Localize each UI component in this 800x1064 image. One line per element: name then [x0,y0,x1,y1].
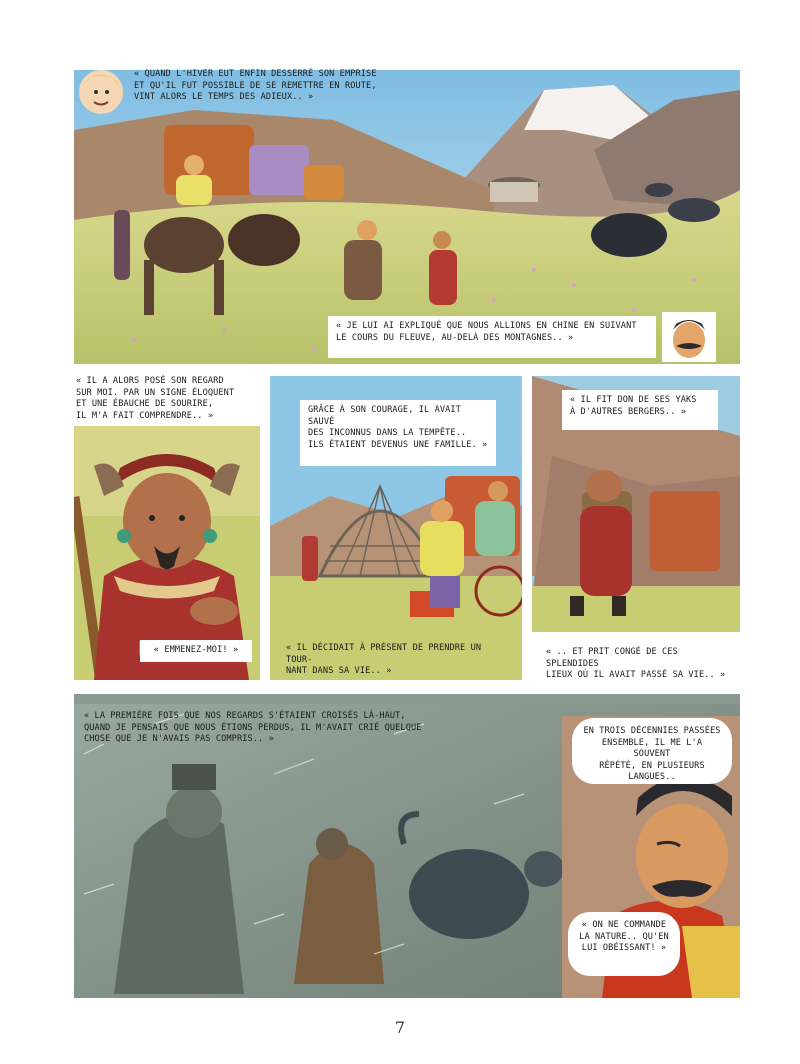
speech-take-me: « EMMENEZ-MOI! » [140,640,252,662]
narrator-portrait-icon [76,66,126,114]
speech-bubble-command-nature: « ON NE COMMANDE LA NATURE.. QU'EN LUI OBÉISSANT! » [568,912,680,976]
caption-narration-first-meeting: « LA PREMIÈRE FOIS QUE NOS REGARDS S'ÉTAIENT CROISÉS LÀ-HAUT, QUAND JE PENSAIS QUE NOUS ÉTIONS PERDUS, IL M'AVAIT CRIÉ QUELQUE CHOSE QUE JE N'AVAIS PAS COMPRIS.. » [84,711,422,744]
caption-leaving-places: « .. ET PRIT CONGÉ DE CES SPLENDIDES LIEUX OÙ IL AVAIT PASSÉ SA VIE.. » [538,642,738,678]
page-number: 7 [394,1018,406,1037]
speech-bubble-three-decades: EN TROIS DÉCENNIES PASSÉES ENSEMBLE, IL ME L'A SOUVENT RÉPÉTÉ, EN PLUSIEURS LANGUES.. [572,718,732,784]
caption-narration-winter: « QUAND L'HIVER EUT ENFIN DESSERRÉ SON EMPRISE ET QU'IL FUT POSSIBLE DE SE REMETTRE EN ROUTE, VINT ALORS LE TEMPS DES ADIEUX.. » [134,69,377,102]
caption-turning-point: « IL DÉCIDAIT À PRÉSENT DE PRENDRE UN TOUR- NANT DANS SA VIE.. » [286,643,482,676]
caption-dialogue-china: « JE LUI AI EXPLIQUÉ QUE NOUS ALLIONS EN CHINE EN SUIVANT LE COURS DU FLEUVE, AU-DELÀ DES MONTAGNES.. » [328,316,656,358]
caption-narration-courage: GRÂCE À SON COURAGE, IL AVAIT SAUVÉ DES INCONNUS DANS LA TEMPÊTE.. ILS ÉTAIENT DEVENUS UNE FAMILLE. » [300,400,496,466]
caption-narration-gift-yaks: « IL FIT DON DE SES YAKS À D'AUTRES BERGERS.. » [562,390,718,430]
explorer-portrait-icon [662,312,716,362]
caption-narration-gaze: « IL A ALORS POSÉ SON REGARD SUR MOI. PAR UN SIGNE ÉLOQUENT ET UNE ÉBAUCHE DE SOURIRE, IL M'A FAIT COMPRENDRE.. » [76,376,235,421]
